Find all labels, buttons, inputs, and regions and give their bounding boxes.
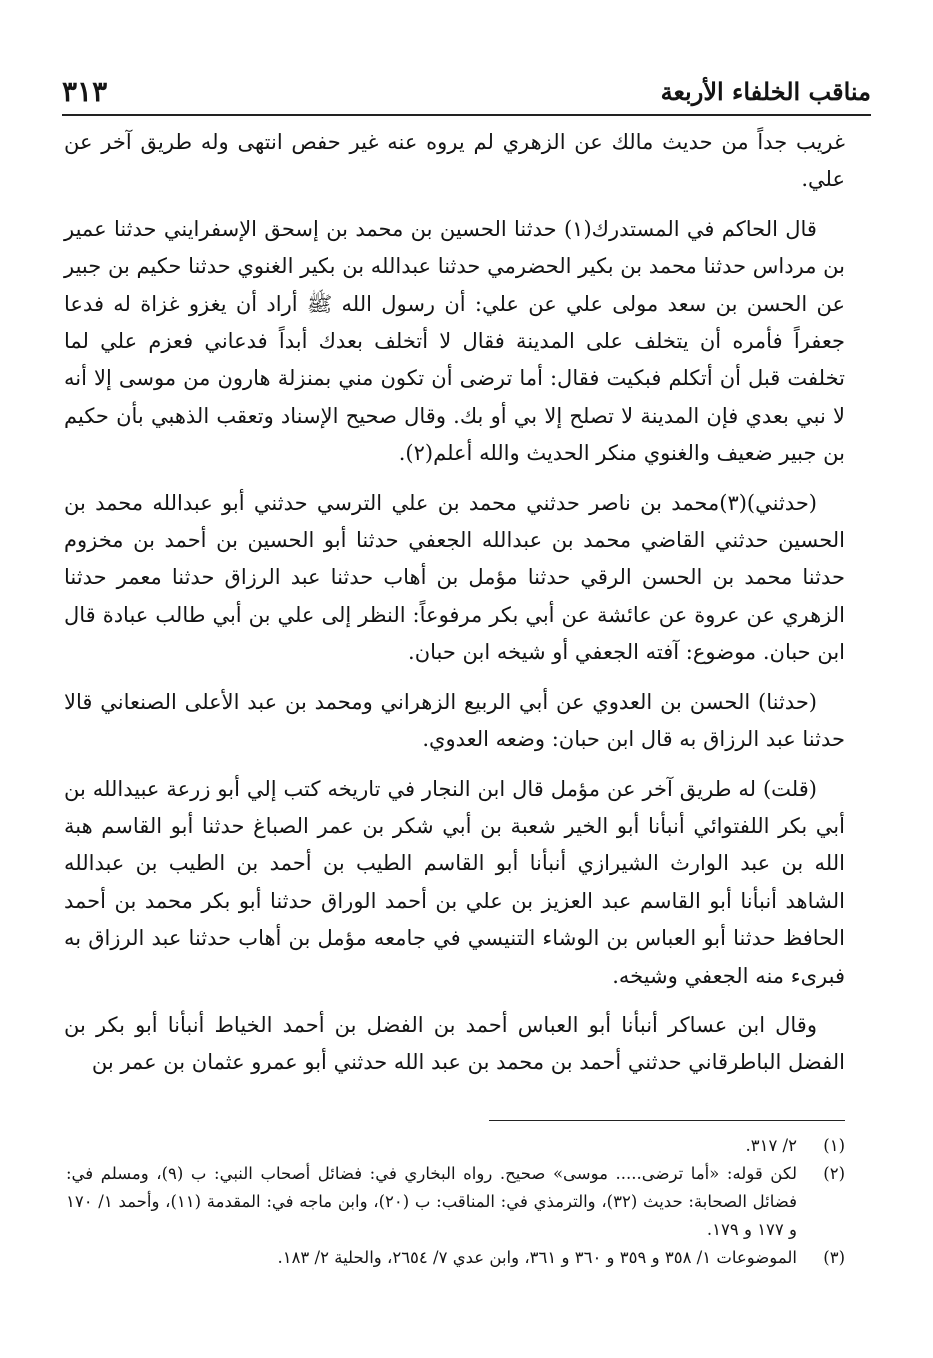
footnote-text: ٢/ ٣١٧.: [745, 1136, 797, 1155]
main-text: [64, 124, 845, 1094]
paragraph: وقال ابن عساكر أنبأنا أبو العباس أحمد بن الفضل بن أحمد الخياط أنبأنا أبو بكر بن الفضل الباطرقاني حدثني أحمد بن محمد بن عبد الله حدثني أبو عمرو عثمان بن عمر بن: [64, 1012, 845, 1075]
footnote-number: (٢): [823, 1164, 845, 1183]
paragraph: (حدثني)(٣)محمد بن ناصر حدثني محمد بن علي الترسي حدثني أبو عبدالله محمد بن الحسين حدثني القاضي محمد بن عبدالله الجعفي حدثنا أبو الحسين بن أحمد بن مخزوم حدثنا محمد بن الحسن الرقي حدثنا مؤمل بن أهاب حدثنا عبد الرزاق حدثنا معمر حدثنا الزهري عن عروة عن عائشة عن أبي بكر مرفوعاً: النظر إلى علي بن أبي طالب عبادة قال ابن حبان. موضوع: آفته الجعفي أو شيخه ابن حبان.: [64, 490, 845, 665]
paragraph: قال الحاكم في المستدرك(١) حدثنا الحسين بن محمد بن إسحق الإسفرايني حدثنا عمير بن مرداس حدثنا محمد بن بكير الحضرمي حدثنا عبدالله بن بكير الغنوي حدثنا حكيم بن جبير عن الحسن بن سعد مولى علي عن علي: أن رسول الله ﷺ أراد أن يغزو غزاة له فدعا جعفراً فأمره أن يتخلف على المدينة فقال لا أتخلف بعدك أبداً فدعاني فعزم علي لما تخلفت قبل أن أتكلم فبكيت فقال: أما ترضى أن تكون مني بمنزلة هارون من موسى إلا أنه لا نبي بعدي فإن المدينة لا تصلح إلا بي أو بك. وقال صحيح الإسناد وتعقب الذهبي بأن حكيم بن جبير ضعيف والغنوي منكر الحديث والله أعلم(٢).: [64, 216, 845, 466]
running-title: مناقب الخلفاء الأربعة: [660, 77, 871, 106]
footnote: [66, 1132, 845, 1160]
paragraph: غريب جداً من حديث مالك عن الزهري لم يروه عنه غير حفص انتهى وله طريق آخر عن علي.: [64, 130, 845, 192]
footnote-text: لكن قوله: «أما ترضى..... موسى» صحيح. رواه البخاري في: فضائل أصحاب النبي: ب (٩)، ومسلم في: فضائل الصحابة: حديث (٣٢)، والترمذي في: المناقب: ب (٢٠)، وابن ماجه في: المقدمة (١١)، وأحمد ١/ ١٧٠ و ١٧٧ و ١٧٩.: [66, 1164, 797, 1239]
footnotes: [66, 1132, 845, 1272]
page-number: ٣١٣: [62, 75, 108, 108]
paragraph: (حدثنا) الحسن بن العدوي عن أبي الربيع الزهراني ومحمد بن عبد الأعلى الصنعاني قالا حدثنا عبد الرزاق به قال ابن حبان: وضعه العدوي.: [64, 689, 845, 752]
footnote-divider: [489, 1120, 845, 1121]
footnote-number: (١): [823, 1136, 845, 1155]
paragraph: (قلت) له طريق آخر عن مؤمل قال ابن النجار في تاريخه كتب إلي أبو زرعة عبيدالله بن أبي بكر اللفتوائي أنبأنا أبو الخير شعبة بن أبي شكر بن عمر الصباغ حدثنا أبو القاسم هبة الله بن عبد الوارث الشيرازي أنبأنا أبو القاسم الطيب بن أحمد بن الطيب بن عبدالله الشاهد أنبأنا أبو القاسم عبد العزيز بن علي بن أحمد الوراق حدثنا أبو بكر محمد بن أحمد الحافظ حدثنا أبو العباس بن الوشاء التنيسي في جامعه مؤمل بن أهاب حدثنا عبد الرزاق به فبرىء منه الجعفي وشيخه.: [64, 776, 845, 988]
page-header: [62, 70, 871, 116]
footnote-number: (٣): [823, 1248, 845, 1267]
footnote: [66, 1244, 845, 1272]
footnote-text: الموضوعات ١/ ٣٥٨ و ٣٥٩ و ٣٦٠ و ٣٦١، وابن عدي ٧/ ٢٦٥٤، والحلية ٢/ ١٨٣.: [277, 1248, 797, 1267]
footnote: [66, 1160, 845, 1244]
